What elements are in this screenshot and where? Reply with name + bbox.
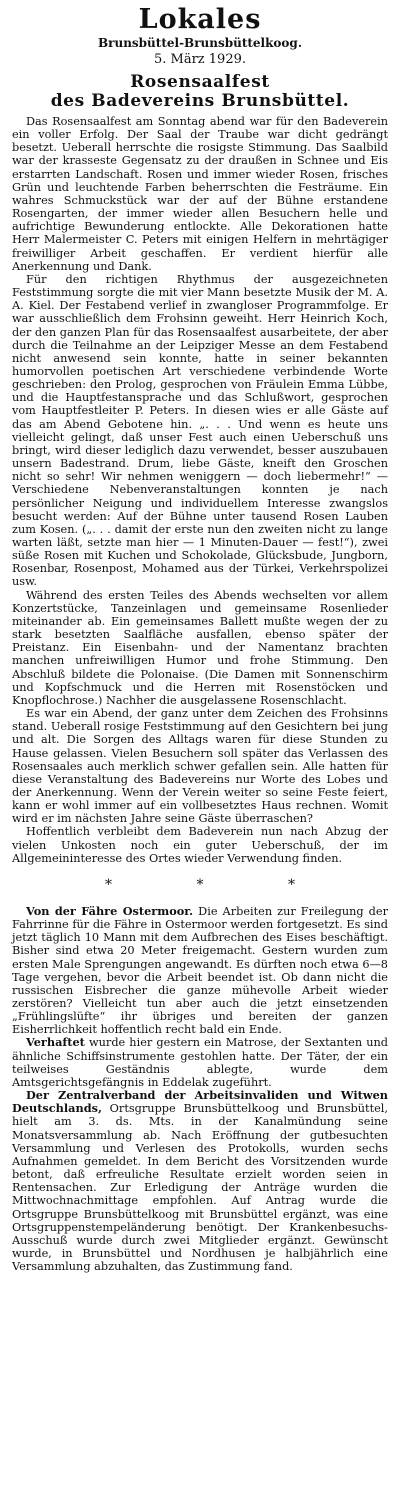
masthead	[12, 6, 388, 67]
news-item-lead: Verhaftet	[26, 1035, 85, 1050]
local-news	[12, 905, 388, 1273]
news-item-verhaftet	[12, 1036, 388, 1089]
article-headline-line1: Rosensaalfest	[130, 72, 270, 92]
news-item-faehre	[12, 905, 388, 1037]
article-headline	[12, 73, 388, 111]
article-paragraph: Hoffentlich verbleibt dem Badeverein nun nach Abzug der vielen Unkosten noch ein guter Ueberschuß, der im Allgemeininteresse des Ortes wieder Verwendung finden.	[12, 825, 388, 865]
article-headline-line2: des Badevereins Brunsbüttel.	[50, 91, 350, 111]
section-separator: * * *	[105, 876, 335, 893]
article-paragraph: Für den richtigen Rhythmus der ausgezeichneten Feststimmung sorgte die mit vier Mann besetzte Musik der M. A. A. Kiel. Der Festabend verlief in zwangloser Programmfolge. Er war ausschließlich dem Frohsinn geweiht. Herr Heinrich Koch, der den ganzen Plan für das Rosensaalfest ausarbeitete, der aber durch die Teilnahme an der Leipziger Messe an dem Festabend nicht anwesend sein konnte, hatte in seiner bekannten humorvollen poetischen Art verschiedene verbindende Worte geschrieben: den Prolog, gesprochen von Fräulein Emma Lübbe, und die Hauptfestansprache und das Schlußwort, gesprochen vom Hauptfestleiter P. Peters. In diesen wies er alle Gäste auf das am Abend Gebotene hin. „. . . Und wenn es heute uns vielleicht gelingt, daß unser Fest auch einen Ueberschuß uns bringt, wird dieser lediglich dazu verwendet, besser auszubauen unsern Badestrand. Drum, liebe Gäste, kneift den Groschen nicht so sehr! Wir nehmen weniggern — doch liebermehr!“ — Verschiedene Nebenveranstaltungen konnten je nach persönlicher Neigung und individuellem Interesse zwangslos besucht werden: Auf der Bühne unter tausend Rosen Lauben zum Kosen. („. . . damit der erste nun den zweiten nicht zu lange warten läßt, setzte man hier — 1 Minuten-Dauer — fest!“), zwei süße Rosen mit Kuchen und Schokolade, Glücksbude, Jungborn, Rosenbar, Rosenpost, Mohamed aus der Türkei, Verkehrspolizei usw.	[12, 272, 388, 589]
news-item-lead: Von der Fähre Ostermoor.	[26, 903, 194, 918]
news-item-text: Ortsgruppe Brunsbüttelkoog und Brunsbüttel, hielt am 3. ds. Mts. in der Kanalmündung seine Monatsversammlung ab. Nach Eröffnung der gutbesuchten Versammlung und Verlesen des Protokolls, wurden sechs Aufnahmen gemeldet. In dem Bericht des Vorsitzenden wurde betont, daß erfreuliche Resultate erzielt worden seien in Rentensachen. Zur Erledigung der Anträge wurden die Mittwochnachmittage empfohlen. Auf Antrag wurde die Ortsgruppe Brunsbüttelkoog mit Brunsbüttel ergänzt, was eine Ortsgruppenstempeländerung benötigt. Der Krankenbesuchs-Ausschuß wurde durch zwei Mitglieder ergänzt. Gewünscht wurde, in Brunsbüttel und Nordhusen je halbjährlich eine Versammlung abzuhalten, das Zustimmung fand.	[12, 1102, 388, 1274]
news-item-lead: Der Zentralverband der Arbeitsinvaliden und Witwen Deutschlands,	[12, 1088, 388, 1116]
article-rosensaalfest	[12, 73, 388, 865]
news-item-text: wurde hier gestern ein Matrose, der Sextanten und ähnliche Schiffsinstrumente gestohlen hatte. Der Täter, der ein teilweises Geständnis ablegte, wurde dem Amtsgerichtsgefängnis in Eddelak zugeführt.	[12, 1036, 388, 1089]
news-item-zentralverband	[12, 1089, 388, 1273]
dateline: Brunsbüttel-Brunsbüttelkoog.	[98, 36, 302, 50]
issue-date: 5. März 1929.	[153, 52, 246, 67]
article-paragraph: Das Rosensaalfest am Sonntag abend war für den Badeverein ein voller Erfolg. Der Saal der Traube war dicht gedrängt besetzt. Ueberall herrschte die rosigste Stimmung. Das Saalbild war der krasseste Gegensatz zu der draußen in Schnee und Eis erstarrten Landschaft. Rosen und immer wieder Rosen, frisches Grün und leuchtende Farben beherrschten die Festräume. Ein wahres Schmuckstück war der auf der Bühne erstandene Rosengarten, der immer wieder allen Besuchern helle und aufrichtige Bewunderung entlockte. Alle Dekorationen hatte Herr Malermeister C. Peters mit einigen Helfern in mehrtägiger freiwilliger Arbeit geschaffen. Er verdient hierfür alle Anerkennung und Dank.	[12, 115, 388, 273]
article-paragraph: Es war ein Abend, der ganz unter dem Zeichen des Frohsinns stand. Ueberall rosige Feststimmung auf den Gesichtern bei jung und alt. Die Sorgen des Alltags waren für diese Stunden zu Hause gelassen. Vielen Besuchern soll später das Verlassen des Rosensaales auch merklich schwer gefallen sein. Alle hatten für diese Veranstaltung des Badevereins nur Worte des Lobes und der Anerkennung. Wenn der Verein weiter so seine Feste feiert, kann er wohl immer auf ein vollbesetztes Haus rechnen. Womit wird er im nächsten Jahre seine Gäste überraschen?	[12, 707, 388, 826]
section-title: Lokales	[138, 4, 262, 35]
article-paragraph: Während des ersten Teiles des Abends wechselten vor allem Konzertstücke, Tanzeinlagen und gemeinsame Rosenlieder miteinander ab. Ein gemeinsames Ballett mußte wegen der zu stark besetzten Saalfläche ausfallen, ebenso später der Preistanz. Ein Eisenbahn- und der Namentanz brachten manchen unfreiwilligen Humor und frohe Stimmung. Den Abschluß bildete die Polonaise. (Die Damen mit Sonnenschirm und Kopfschmuck und die Herren mit Rosenstöcken und Knopflochrose.) Nachher die ausgelassene Rosenschlacht.	[12, 588, 388, 707]
news-item-text: Die Arbeiten zur Freilegung der Fahrrinne für die Fähre in Ostermoor werden fortgesetzt. Es sind jetzt täglich 10 Mann mit dem Aufbrechen des Eises beschäftigt. Bisher sind etwa 20 Meter freigemacht. Gestern wurden zum ersten Male Sprengungen angewandt. Es dürften noch etwa 6—8 Tage vergehen, bevor die Arbeit beendet ist. Ob dann nicht die russischen Eisbrecher die ganze mühevolle Arbeit wieder zerstören? Vielleicht tun aber auch die jetzt einsetzenden „Frühlingslüfte“ ihr übriges und bereiten der ganzen Eisherrlichkeit hoffentlich recht bald ein Ende.	[12, 904, 388, 1037]
